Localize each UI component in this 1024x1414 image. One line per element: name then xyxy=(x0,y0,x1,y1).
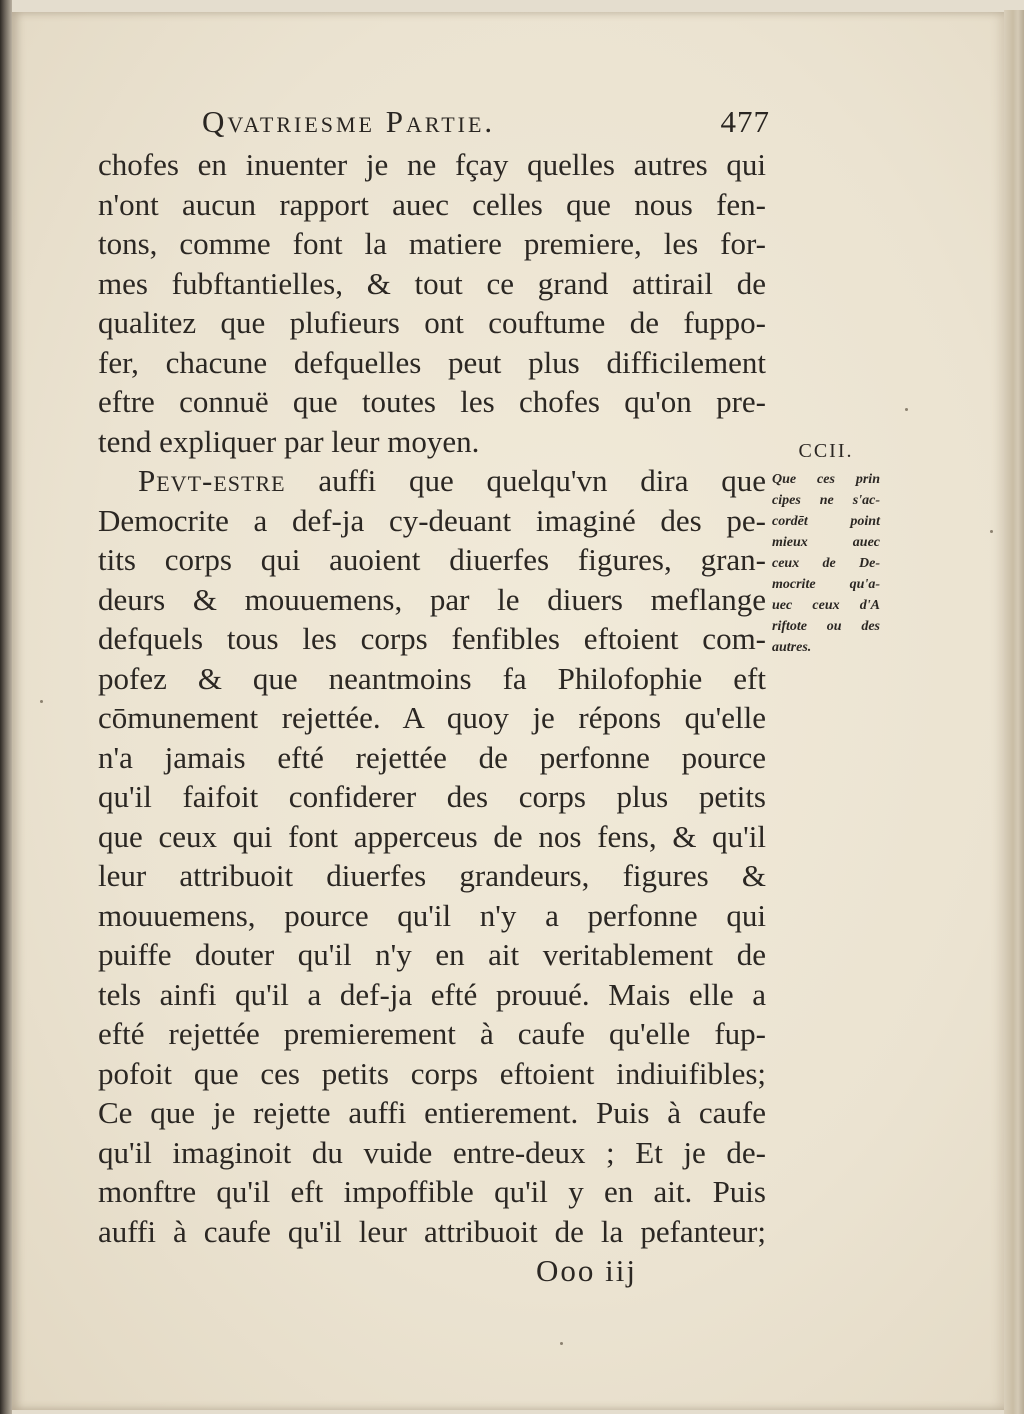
text-line: tels ainfi qu'il a def-ja efté prouué. Mais elle a xyxy=(98,976,766,1012)
text-line: Ce que je rejette auffi entierement. Puis à caufe xyxy=(98,1095,766,1130)
paper-speck xyxy=(990,530,993,533)
text-line: defquels tous les corps fenfibles eftoient com- xyxy=(98,621,766,656)
text-line: leur attribuoit diuerfes grandeurs, figures & xyxy=(98,858,766,893)
text-line: mouuemens, pource qu'il n'y a perfonne qui xyxy=(98,897,766,933)
text-line: qu'il imaginoit du vuide entre-deux ; Et je de- xyxy=(98,1134,766,1170)
text-line: auffi à caufe qu'il leur attribuoit de la pefanteur; xyxy=(98,1213,766,1249)
marginal-note-line: mieux auec xyxy=(772,535,880,550)
text-line: tons, comme font la matiere premiere, les for- xyxy=(98,226,766,261)
paragraph-lead-rest: auffi que quelqu'vn dira que xyxy=(285,463,766,498)
text-line: n'ont aucun rapport auec celles que nous fen- xyxy=(98,186,766,222)
text-line: tits corps qui auoient diuerfes figures, gran- xyxy=(98,542,766,577)
marginal-note-line: autres. xyxy=(772,640,812,655)
text-line: n'a jamais efté rejettée de perfonne pource xyxy=(98,739,766,775)
text-line: fer, chacune defquelles peut plus difficilement xyxy=(98,344,766,380)
text-line: pofez & que neantmoins fa Philofophie eft xyxy=(98,660,766,696)
text-line: Democrite a def-ja cy-deuant imaginé des pe- xyxy=(98,502,766,538)
text-line: monftre qu'il eft impoffible qu'il y en ait. Puis xyxy=(98,1174,766,1209)
paper-speck xyxy=(905,408,908,411)
marginal-note-line: ceux de De- xyxy=(772,556,880,571)
text-line: efté rejettée premierement à caufe qu'elle fup- xyxy=(98,1016,766,1051)
text-line: puiffe douter qu'il n'y en ait veritablement de xyxy=(98,937,766,972)
page-header xyxy=(190,104,770,144)
text-line: qu'il faifoit confiderer des corps plus petits xyxy=(98,779,766,814)
paper-speck xyxy=(40,700,43,703)
marginal-note xyxy=(772,440,880,658)
text-line: chofes en inuenter je ne fçay quelles autres qui xyxy=(98,147,766,182)
marginal-note-line: mocrite qu'a- xyxy=(772,577,880,592)
running-head: Qvatriesme Partie. xyxy=(202,104,496,139)
paragraph-lead-word: Pevt-estre xyxy=(138,463,286,498)
marginal-note-line: uec ceux d'A xyxy=(772,598,880,613)
text-line: eftre connuë que toutes les chofes qu'on pre- xyxy=(98,384,766,419)
text-line: que ceux qui font apperceus de nos fens, & qu'il xyxy=(98,818,766,854)
book-spine-edge xyxy=(0,0,12,1414)
text-line: mes fubftantielles, & tout ce grand attirail de xyxy=(98,265,766,301)
text-line: pofoit que ces petits corps eftoient indiuifibles; xyxy=(98,1055,766,1091)
text-line: qualitez que plufieurs ont couftume de fuppo- xyxy=(98,305,766,340)
marginal-note-line: cordēt point xyxy=(772,514,880,529)
page-fore-edge xyxy=(1004,10,1024,1414)
page-number: 477 xyxy=(720,104,770,139)
marginal-note-line: riftote ou des xyxy=(772,619,880,634)
marginal-note-line: cipes ne s'ac- xyxy=(772,493,880,508)
marginal-note-line: Que ces prin xyxy=(772,472,880,487)
marginal-note-number: CCII. xyxy=(798,440,854,462)
paper-speck xyxy=(560,1342,563,1345)
paragraph-start-line xyxy=(98,461,766,501)
body-text xyxy=(98,145,766,1291)
text-line: cōmunement rejettée. A quoy je répons qu'elle xyxy=(98,700,766,735)
signature-mark: Ooo iij xyxy=(536,1253,637,1288)
text-line: tend expliquer par leur moyen. xyxy=(98,423,480,459)
text-line: deurs & mouuemens, par le diuers meflange xyxy=(98,581,766,617)
